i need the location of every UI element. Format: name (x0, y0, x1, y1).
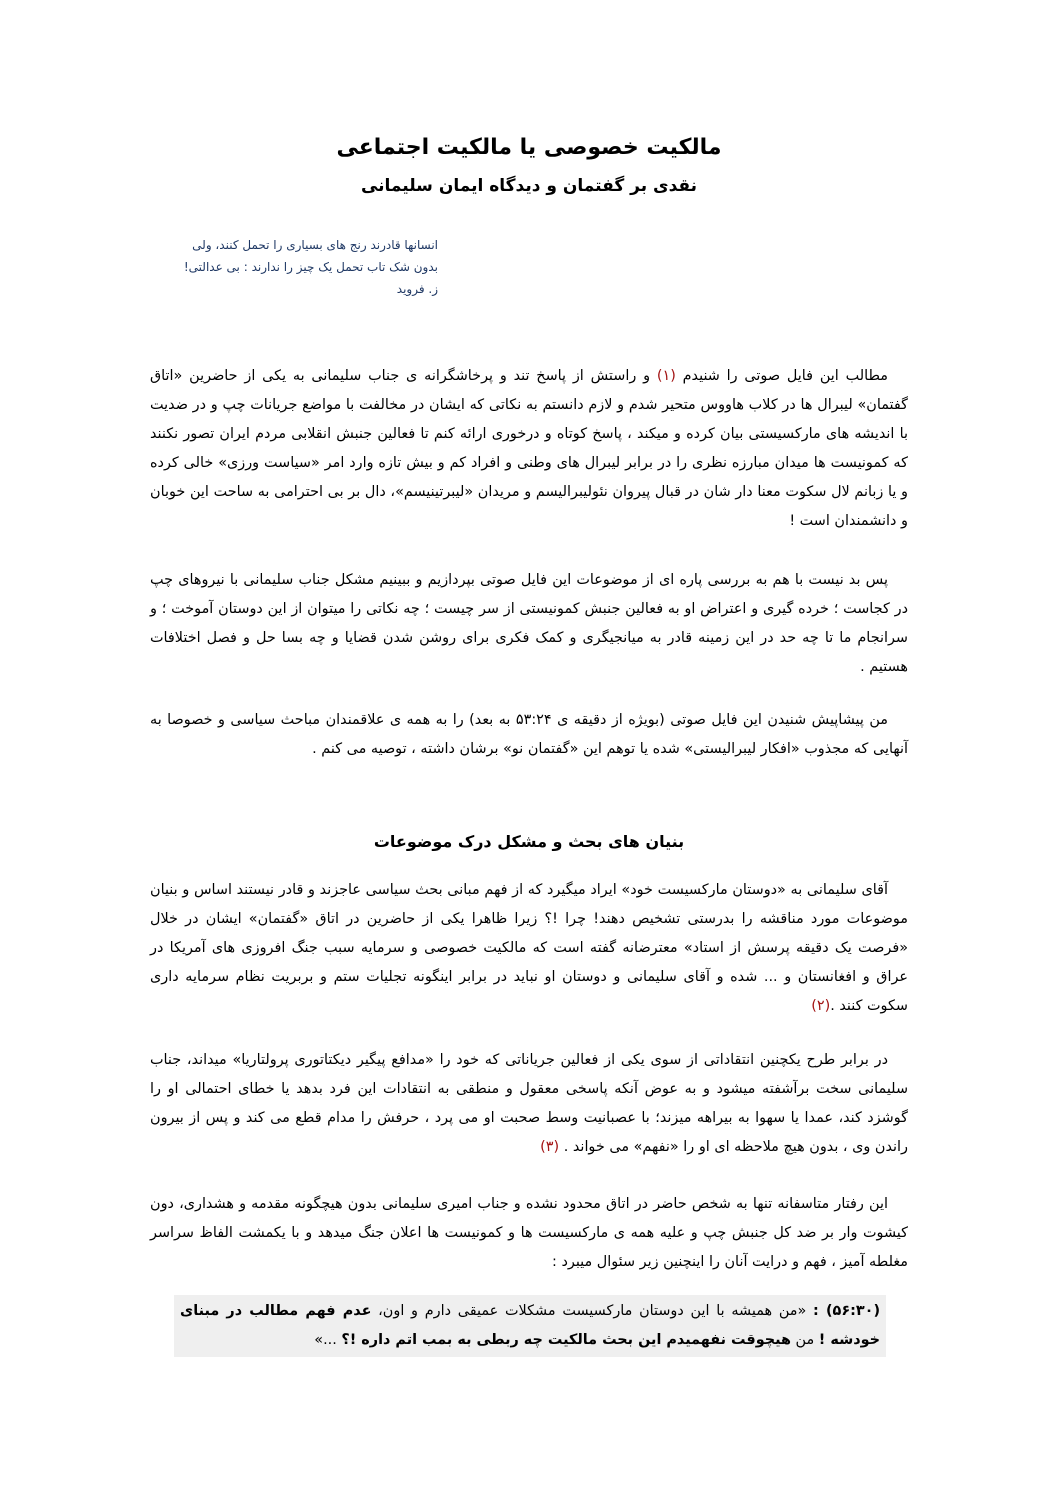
paragraph-2 (150, 566, 908, 682)
document-title: مالکیت خصوصی یا مالکیت اجتماعی (336, 135, 722, 160)
footnote-ref-2[interactable]: (۲) (811, 998, 831, 1014)
quote-text-2: من (790, 1332, 819, 1348)
epigraph-line-2: بدون شک تاب تحمل یک چیز را ندارند : بی عدالتی! (183, 260, 438, 274)
paragraph-3-text: من پیشاپیش شنیدن این فایل صوتی (بویژه از دقیقه ی ۵۳:۲۴ به بعد) را به همه ی علاقمندان مباحث سیاسی و خصوصا به آنهایی که مجذوب «افکار لیبرالیستی» شده یا توهم این «گفتمان نو» برشان داشته ، توصیه می کنم . (150, 712, 908, 757)
epigraph (148, 234, 438, 300)
paragraph-5-text: در برابر طرح یکچنین انتقاداتی از سوی یکی از فعالین جریاناتی که خود را «مدافع پیگیر دیکتاتوری پرولتاریا» میداند، جناب سلیمانی سخت برآشفته میشود و به عوض آنکه پاسخی معقول و منطقی به انتقادات این فرد بدهد یا خطای احتمالی او را گوشزد کند، عمدا یا سهوا به بیراهه میزند؛ با عصبانیت وسط صحبت او می پرد ، حرفش را مدام قطع می کند و پس از بیرون راندن وی ، بدون هیچ ملاحظه ای او را «نفهم» می خواند . (150, 1052, 908, 1155)
paragraph-2-text: پس بد نیست با هم به بررسی پاره ای از موضوعات این فایل صوتی بپردازیم و ببینیم مشکل جناب سلیمانی با نیروهای چپ در کجاست ؛ خرده گیری و اعتراض او به فعالین جنبش کمونیستی از سر چیست ؛ چه نکاتی را میتوان از این دوستان آموخت ؛ و سرانجام ما تا چه حد در این زمینه قادر به میانجیگری و کمک فکری برای روشن شدن قضایا و چه بسا حل و فصل اختلافات هستیم . (150, 572, 908, 675)
quote-timestamp: (۵۶:۳۰) : (813, 1303, 881, 1319)
section-heading: بنیان های بحث و مشکل درک موضوعات (373, 832, 685, 851)
epigraph-line-1: انسانها قادرند رنج های بسیاری را تحمل کنند، ولی (192, 238, 438, 252)
quote-bold-2: هیچوقت نفهمیدم این بحث مالکیت چه ربطی به بمب اتم داره !؟ (341, 1332, 791, 1348)
paragraph-1 (150, 362, 908, 536)
paragraph-3 (150, 706, 908, 764)
quote-bold-1: عدم فهم مطالب در مبنای خودشه ! (180, 1303, 880, 1348)
quote-text-3: ...» (314, 1332, 342, 1348)
epigraph-author: ز. فروید (396, 282, 438, 296)
quote-text-1: «من همیشه با این دوستان مارکسیست مشکلات عمیقی دارم و اون، (371, 1303, 814, 1319)
paragraph-4 (150, 876, 908, 1021)
paragraph-6-text: این رفتار متاسفانه تنها به شخص حاضر در اتاق محدود نشده و جناب امیری سلیمانی بدون هیچگونه مقدمه و هشداری، دون کیشوت وار بر ضد کل جنبش چپ و علیه همه ی مارکسیست ها و کمونیست ها اعلان جنگ میدهد و با یکمشت الفاظ سراسر مغلطه آمیز ، فهم و درایت آنان را اینچنین زیر سئوال میبرد : (150, 1196, 908, 1270)
paragraph-5 (150, 1046, 908, 1162)
document-subtitle: نقدی بر گفتمان و دیدگاه ایمان سلیمانی (360, 176, 698, 196)
paragraph-1-text-a: مطالب این فایل صوتی را شنیدم (675, 368, 889, 384)
footnote-ref-1[interactable]: (۱) (656, 368, 676, 384)
footnote-ref-3[interactable]: (۳) (540, 1139, 560, 1155)
paragraph-6 (150, 1190, 908, 1277)
quote-block (174, 1295, 886, 1357)
paragraph-4-text: آقای سلیمانی به «دوستان مارکسیست خود» ایراد میگیرد که از فهم مبانی بحث سیاسی عاجزند و قادر نیستند اساس و بنیان موضوعات مورد مناقشه را بدرستی تشخیص دهند! چرا !؟ زیرا ظاهرا یکی از حاضرین در اتاق «گفتمان» ایشان در خلال «فرصت یک دقیقه پرسش از استاد» معترضانه گفته است که مالکیت خصوصی و سرمایه سبب جنگ افروزی های آمریکا در عراق و افغانستان و ... شده و آقای سلیمانی و دوستان او نباید در برابر اینگونه تجلیات ستم و بربریت نظام سرمایه داری سکوت کنند . (150, 882, 908, 1014)
paragraph-1-text-b: و راستش از پاسخ تند و پرخاشگرانه ی جناب سلیمانی به یکی از حاضرین «اتاق گفتمان» لیبرال ها در کلاب هاووس متحیر شدم و لازم دانستم به نکاتی که ایشان در مخالفت با مواضع جریانات چپ و در ضدیت با اندیشه های مارکسیستی بیان کرده و میکند ، پاسخ کوتاه و درخوری ارائه کنم تا فعالین جنبش انقلابی مردم ایران تصور نکنند که کمونیست ها میدان مبارزه نظری را در برابر لیبرال های وطنی و افراد کم و بیش تازه وارد امر «سیاست ورزی» خالی کرده و یا زبانم لال سکوت معنا دار شان در قبال پیروان نئولیبرالیسم و مریدان «لیبرتینیسم»، دال بر بی احترامی به ساحت این خوبان و دانشمندان است ! (150, 368, 908, 529)
